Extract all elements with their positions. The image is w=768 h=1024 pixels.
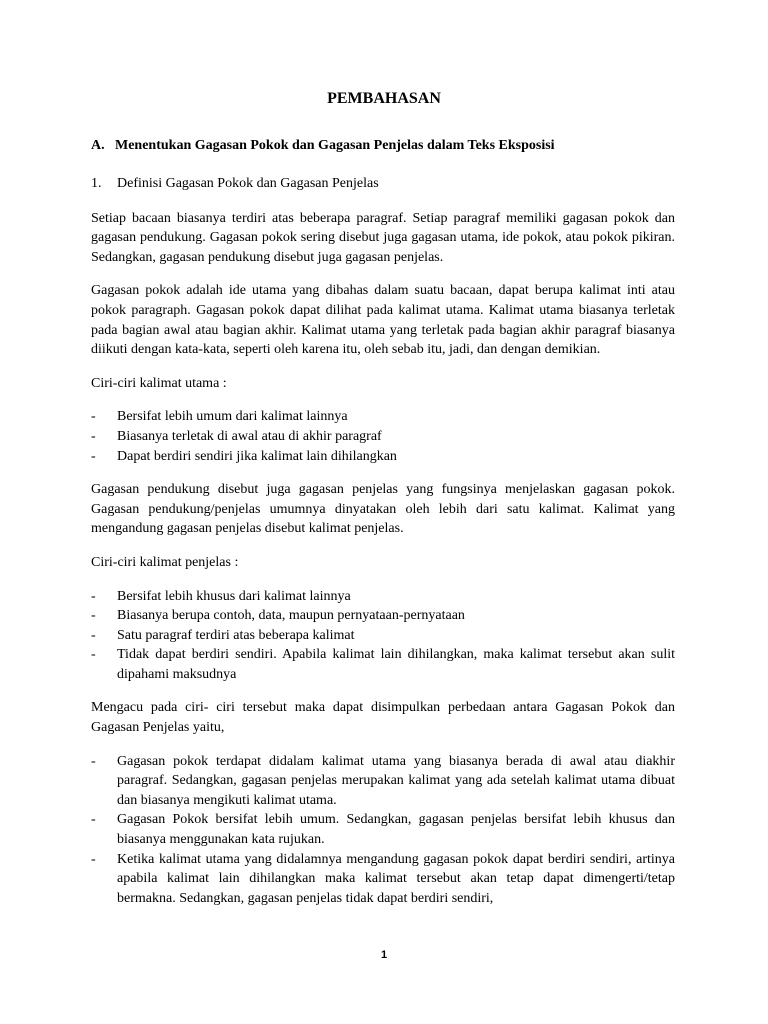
list-ciri-penjelas xyxy=(91,587,675,685)
list-item: - Ketika kalimat utama yang didalamnya mengandung gagasan pokok dapat berdiri sendiri, artinya apabila kalimat lain dihilangkan maka kalimat tersebut akan tetap dapat dimengerti/tetap bermakna. Sedangkan, gagasan penjelas tidak dapat berdiri sendiri, xyxy=(91,851,675,906)
paragraph-gagasan-pendukung: Gagasan pendukung disebut juga gagasan penjelas yang fungsinya menjelaskan gagasan pokok. Gagasan pendukung/penjelas umumnya dinyatakan oleh lebih dari satu kalimat. Kalimat yang mengandung gagasan penjelas disebut kalimat penjelas. xyxy=(91,482,675,537)
label-ciri-penjelas: Ciri-ciri kalimat penjelas : xyxy=(91,554,239,570)
paragraph-gagasan-pokok: Gagasan pokok adalah ide utama yang dibahas dalam suatu bacaan, dapat berupa kalimat inti atau pokok paragraph. Gagasan pokok dapat dilihat pada kalimat utama. Kalimat utama biasanya terletak pada bagian awal atau bagian akhir. Kalimat utama yang terletak pada bagian akhir paragraf biasanya diikuti dengan kata-kata, seperti oleh karena itu, oleh sebab itu, jadi, dan dengan demikian. xyxy=(91,283,675,358)
subheading-text: Definisi Gagasan Pokok dan Gagasan Penjelas xyxy=(117,176,379,191)
label-ciri-utama: Ciri-ciri kalimat utama : xyxy=(91,375,227,391)
page-title: PEMBAHASAN xyxy=(327,90,441,107)
list-item: - Biasanya berupa contoh, data, maupun pernyataan-pernyataan xyxy=(91,608,465,624)
list-item: - Bersifat lebih khusus dari kalimat lainnya xyxy=(91,588,351,604)
list-item: - Bersifat lebih umum dari kalimat lainnya xyxy=(91,409,348,425)
subheading xyxy=(91,174,675,194)
paragraph-perbedaan: Mengacu pada ciri- ciri tersebut maka dapat disimpulkan perbedaan antara Gagasan Pokok dan Gagasan Penjelas yaitu, xyxy=(91,700,675,736)
list-item: - Gagasan Pokok bersifat lebih umum. Sedangkan, gagasan penjelas bersifat lebih khusus dan biasanya menggunakan kata rujukan. xyxy=(91,812,675,848)
document-body xyxy=(91,174,675,922)
section-letter: A. xyxy=(91,138,105,153)
list-ciri-utama xyxy=(91,407,675,466)
list-item: - Gagasan pokok terdapat didalam kalimat utama yang biasanya berada di awal atau diakhir paragraf. Sedangkan, gagasan penjelas merupakan kalimat yang ada setelah kalimat utama dibuat dan biasanya mengikuti kalimat utama. xyxy=(91,753,675,808)
list-item: - Tidak dapat berdiri sendiri. Apabila kalimat lain dihilangkan, maka kalimat tersebut akan sulit dipahami maksudnya xyxy=(91,647,675,682)
list-perbedaan xyxy=(91,752,675,909)
list-item: - Biasanya terletak di awal atau di akhir paragraf xyxy=(91,428,382,444)
subheading-number: 1. xyxy=(91,176,102,191)
section-heading xyxy=(91,136,555,156)
page-number: 1 xyxy=(380,949,388,961)
list-item: - Satu paragraf terdiri atas beberapa kalimat xyxy=(91,627,355,643)
section-heading-text: Menentukan Gagasan Pokok dan Gagasan Penjelas dalam Teks Eksposisi xyxy=(115,138,555,153)
paragraph-intro: Setiap bacaan biasanya terdiri atas beberapa paragraf. Setiap paragraf memiliki gagasan pokok dan gagasan pendukung. Gagasan pokok sering disebut juga gagasan utama, ide pokok, atau pokok pikiran. Sedangkan, gagasan pendukung disebut juga gagasan penjelas. xyxy=(91,210,675,265)
list-item: - Dapat berdiri sendiri jika kalimat lain dihilangkan xyxy=(91,448,397,464)
